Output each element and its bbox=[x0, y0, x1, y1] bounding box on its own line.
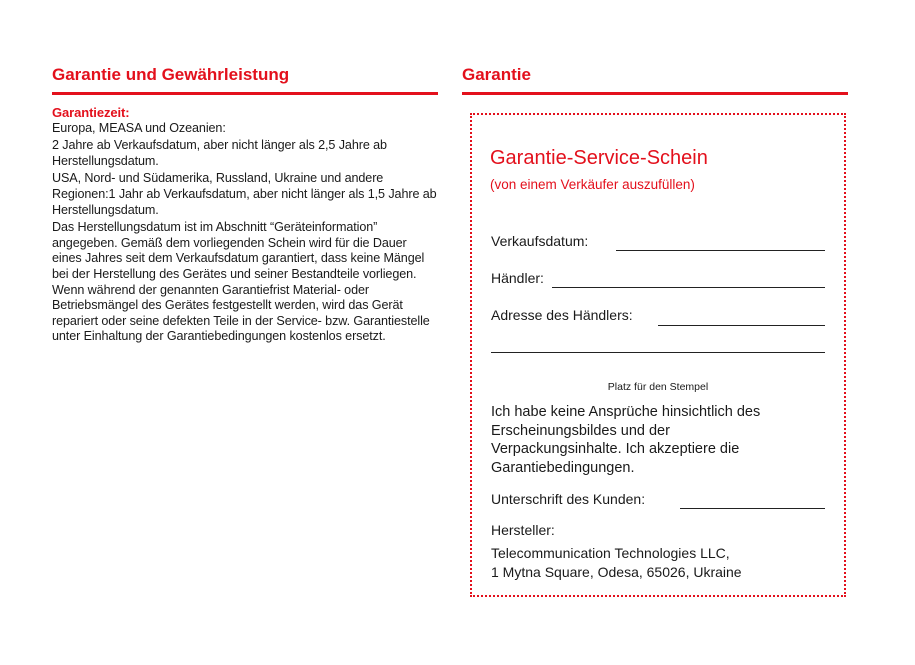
manufacturer-label: Hersteller: bbox=[491, 522, 555, 538]
stamp-area-label: Platz für den Stempel bbox=[607, 381, 709, 393]
manufacturer-info bbox=[491, 544, 742, 582]
warranty-region-europe: Europa, MEASA und Ozeanien: bbox=[52, 120, 226, 135]
dealer-address-label: Adresse des Händlers: bbox=[491, 307, 633, 323]
warranty-service-card bbox=[470, 113, 846, 597]
warranty-terms-section bbox=[52, 64, 438, 347]
warranty-terms-title: Garantie und Gewährleistung bbox=[52, 64, 438, 95]
dealer-address-line-2[interactable] bbox=[491, 352, 825, 353]
warranty-card-section bbox=[462, 64, 848, 95]
sale-date-label: Verkaufsdatum: bbox=[491, 233, 589, 249]
warranty-terms-body bbox=[52, 105, 438, 345]
signature-label: Unterschrift des Kunden: bbox=[491, 491, 646, 507]
dealer-address-line-1[interactable] bbox=[658, 325, 825, 326]
warranty-europe-period: 2 Jahre ab Verkaufsdatum, aber nicht länger als 2,5 Jahre ab Herstellungsdatum. bbox=[52, 138, 387, 168]
dealer-line[interactable] bbox=[552, 287, 825, 288]
card-subtitle: (von einem Verkäufer auszufüllen) bbox=[490, 177, 695, 192]
acceptance-text: Ich habe keine Ansprüche hinsichtlich des Erscheinungsbildes und der Verpackungsinhalte. Ich akzeptiere die Garantiebedingungen. bbox=[491, 404, 761, 476]
dealer-label: Händler: bbox=[491, 270, 544, 286]
signature-line[interactable] bbox=[680, 508, 825, 509]
warranty-period-heading: Garantiezeit: bbox=[52, 105, 130, 120]
card-title: Garantie-Service-Schein bbox=[490, 147, 708, 169]
warranty-card-section-title: Garantie bbox=[462, 64, 848, 95]
warranty-americas-period: USA, Nord- und Südamerika, Russland, Ukraine und andere Regionen:1 Jahr ab Verkaufsdatum, aber nicht länger als 1,5 Jahre ab Herstellungsdatum. bbox=[52, 171, 437, 217]
sale-date-line[interactable] bbox=[616, 250, 825, 251]
warranty-conditions: Das Herstellungsdatum ist im Abschnitt “Geräteinformation” angegeben. Gemäß dem vorliegenden Schein wird für die Dauer eines Jahres seit dem Verkaufsdatum garantiert, dass keine Mängel bei der Herstellung des Gerätes und seiner Bestandteile vorliegen. Wenn während der genannten Garantiefrist Material- oder Betriebsmängel des Gerätes festgestellt werden, wird das Gerät repariert oder seine defekten Teile in der Service- bzw. Garantiestelle unter Einhaltung der Garantiebedingungen kostenlos ersetzt. bbox=[52, 220, 430, 344]
manufacturer-address: 1 Mytna Square, Odesa, 65026, Ukraine bbox=[491, 564, 742, 580]
manufacturer-name: Telecommunication Technologies LLC, bbox=[491, 545, 730, 561]
